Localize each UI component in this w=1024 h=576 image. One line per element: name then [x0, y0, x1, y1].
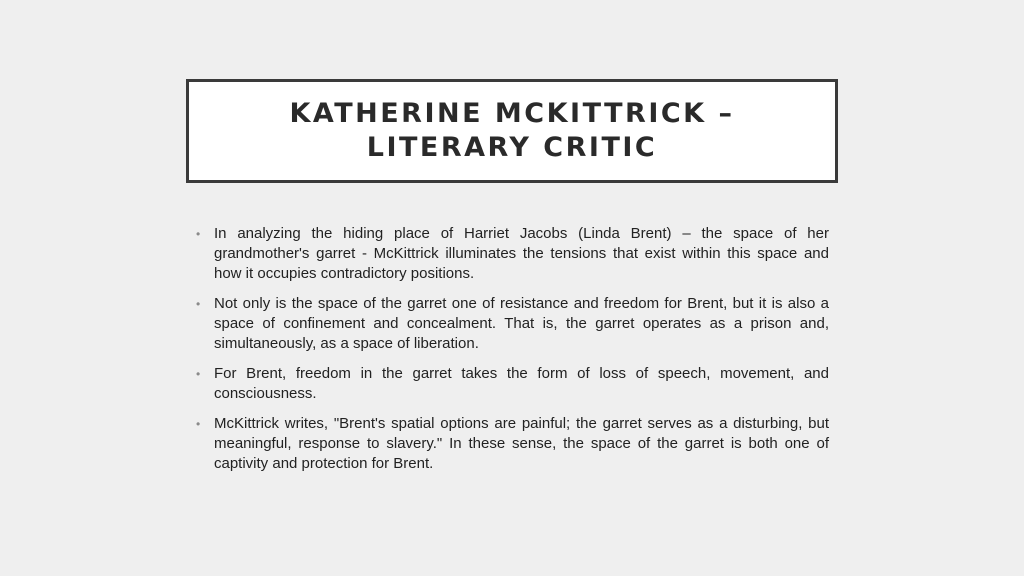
bullet-dot-icon: • — [196, 367, 201, 381]
bullet-text: In analyzing the hiding place of Harriet Jacobs (Linda Brent) – the space of her grandmother's garret - McKittrick illuminates the tensions that exist within this space and how it occupies contradictory positions. — [214, 225, 829, 282]
bullet-text: McKittrick writes, "Brent's spatial options are painful; the garret serves as a disturbing, but meaningful, response to slavery." In these sense, the space of the garret is both one of captivity and protection for Brent. — [214, 415, 829, 472]
bullet-text: Not only is the space of the garret one of resistance and freedom for Brent, but it is also a space of confinement and concealment. That is, the garret operates as a prison and, simultaneously, as a space of liberation. — [214, 295, 829, 352]
bullet-list — [196, 224, 829, 484]
bullet-dot-icon: • — [196, 417, 201, 431]
bullet-dot-icon: • — [196, 227, 201, 241]
bullet-text: For Brent, freedom in the garret takes the form of loss of speech, movement, and consciousness. — [214, 365, 829, 402]
title-box — [186, 79, 838, 183]
bullet-item — [196, 364, 829, 404]
bullet-item — [196, 294, 829, 354]
slide-title-line-2: LITERARY CRITIC — [366, 132, 658, 163]
slide-title-line-1: KATHERINE MCKITTRICK – — [289, 98, 735, 129]
bullet-item — [196, 224, 829, 284]
slide-title — [289, 97, 734, 165]
bullet-item — [196, 414, 829, 474]
bullet-dot-icon: • — [196, 297, 201, 311]
